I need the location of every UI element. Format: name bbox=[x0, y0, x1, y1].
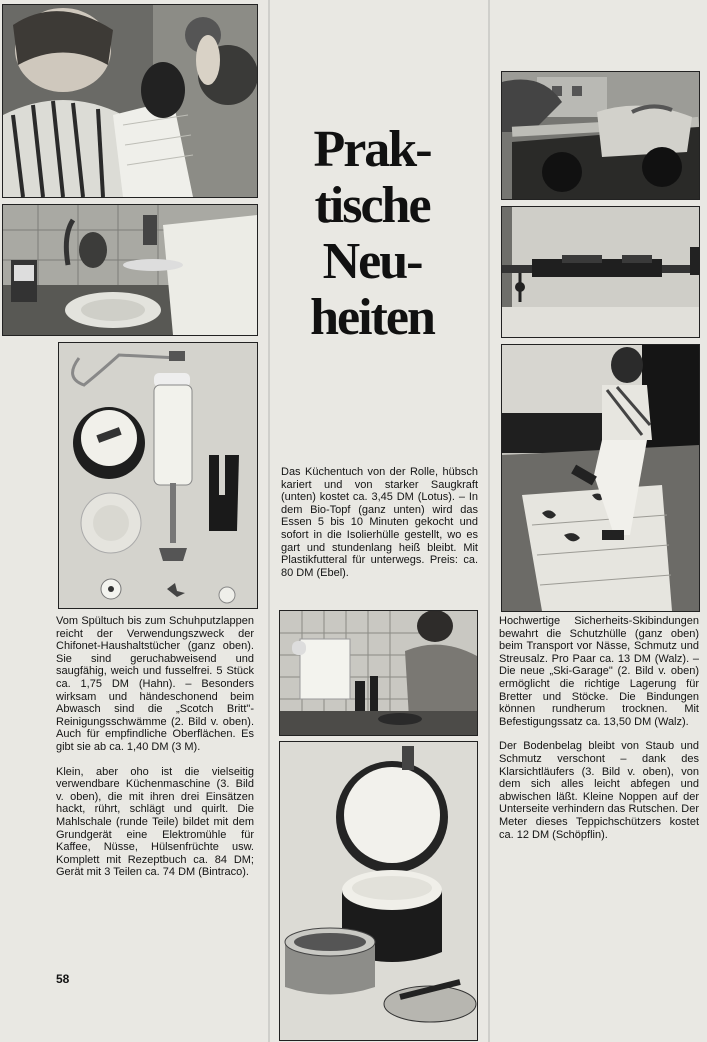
right-paragraph-1: Hochwertige Sicherheits-Skibindungen bewahrt die Schutzhülle (ganz oben) beim Transport vor Nässe, Schmutz und Streusalz. Pro Paar ca. 13 DM (Walz). – Die neue „Ski-Garage" (2. Bild v. oben) ermöglicht die richtige Lagerung für Bretter und Stöcke. Die Bindungen können rundherum trocknen. Mit Befestigungssatz ca. 13,50 DM (Walz). bbox=[499, 615, 699, 728]
photo-kitchen-machine bbox=[58, 342, 258, 609]
right-paragraph-2: Der Bodenbelag bleibt von Staub und Schmutz verschont – dank des Klarsichtläufers (3. Bild v. oben), von dem sich alles leicht abfegen und abwischen läßt. Kleine Noppen auf der Unterseite verhindern das Rutschen. Der Meter dieses Teppichschützers kostet ca. 12 DM (Schöpflin). bbox=[499, 740, 699, 841]
center-paragraph-1: Das Küchentuch von der Rolle, hübsch kariert und von starker Saugkraft (unten) kostet ca. 3,45 DM (Lotus). – In dem Bio-Topf (ganz unten) wird das Essen 5 bis 10 Minuten gekocht und sofort in die Isolierhülle gestellt, wo es gart und stundenlang heiß bleibt. Mit Plastikfutteral für unterwegs. Preis: ca. 80 DM (Ebel). bbox=[281, 466, 478, 579]
left-column-text bbox=[56, 615, 254, 891]
photo-kitchen-sink bbox=[2, 204, 258, 336]
page-number: 58 bbox=[56, 972, 70, 986]
article-title bbox=[286, 122, 458, 346]
column-divider-left bbox=[268, 0, 270, 1042]
left-paragraph-1: Vom Spültuch bis zum Schuhputzlappen reicht der Verwendungszweck der Chifonet-Haushaltstücher (ganz oben). Sie sind geruchabweisend und saugfähig, weich und fusselfrei. 5 Stück ca. 1,75 DM (Hahn). – Besonders wirksam und händeschonend beim Abwasch sind die „Scotch Britt"-Reinigungsschwämme (2. Bild v. oben). Auch für empfindliche Oberflächen. Es gibt sie ab ca. 1,40 DM (3 M). bbox=[56, 615, 254, 753]
right-column-text bbox=[499, 615, 699, 853]
photo-woman-with-cloth bbox=[2, 4, 258, 198]
title-line-1: Prak- bbox=[313, 121, 431, 178]
left-paragraph-2: Klein, aber oho ist die vielseitig verwendbare Küchenmaschine (3. Bild v. oben), die mit ihren drei Einsätzen hackt, rührt, schlägt und quirlt. Die Mahlschale (runde Teile) bildet mit dem Grundgerät eine Elektromühle für Kaffee, Nüsse, Hülsenfrüchte usw. Komplett mit Rezeptbuch ca. 84 DM; Gerät mit 3 Teilen ca. 74 DM (Bintraco). bbox=[56, 765, 254, 879]
title-line-2: tische bbox=[314, 177, 430, 234]
photo-woman-paper-towel bbox=[279, 610, 478, 736]
center-column-text bbox=[281, 466, 478, 591]
photo-bio-topf bbox=[279, 741, 478, 1041]
photo-ski-garage bbox=[501, 206, 700, 338]
title-line-4: heiten bbox=[310, 289, 434, 346]
title-line-3: Neu- bbox=[322, 233, 422, 290]
photo-floor-runner bbox=[501, 344, 700, 612]
column-divider-right bbox=[488, 0, 490, 1042]
photo-ski-binding-cover bbox=[501, 71, 700, 200]
